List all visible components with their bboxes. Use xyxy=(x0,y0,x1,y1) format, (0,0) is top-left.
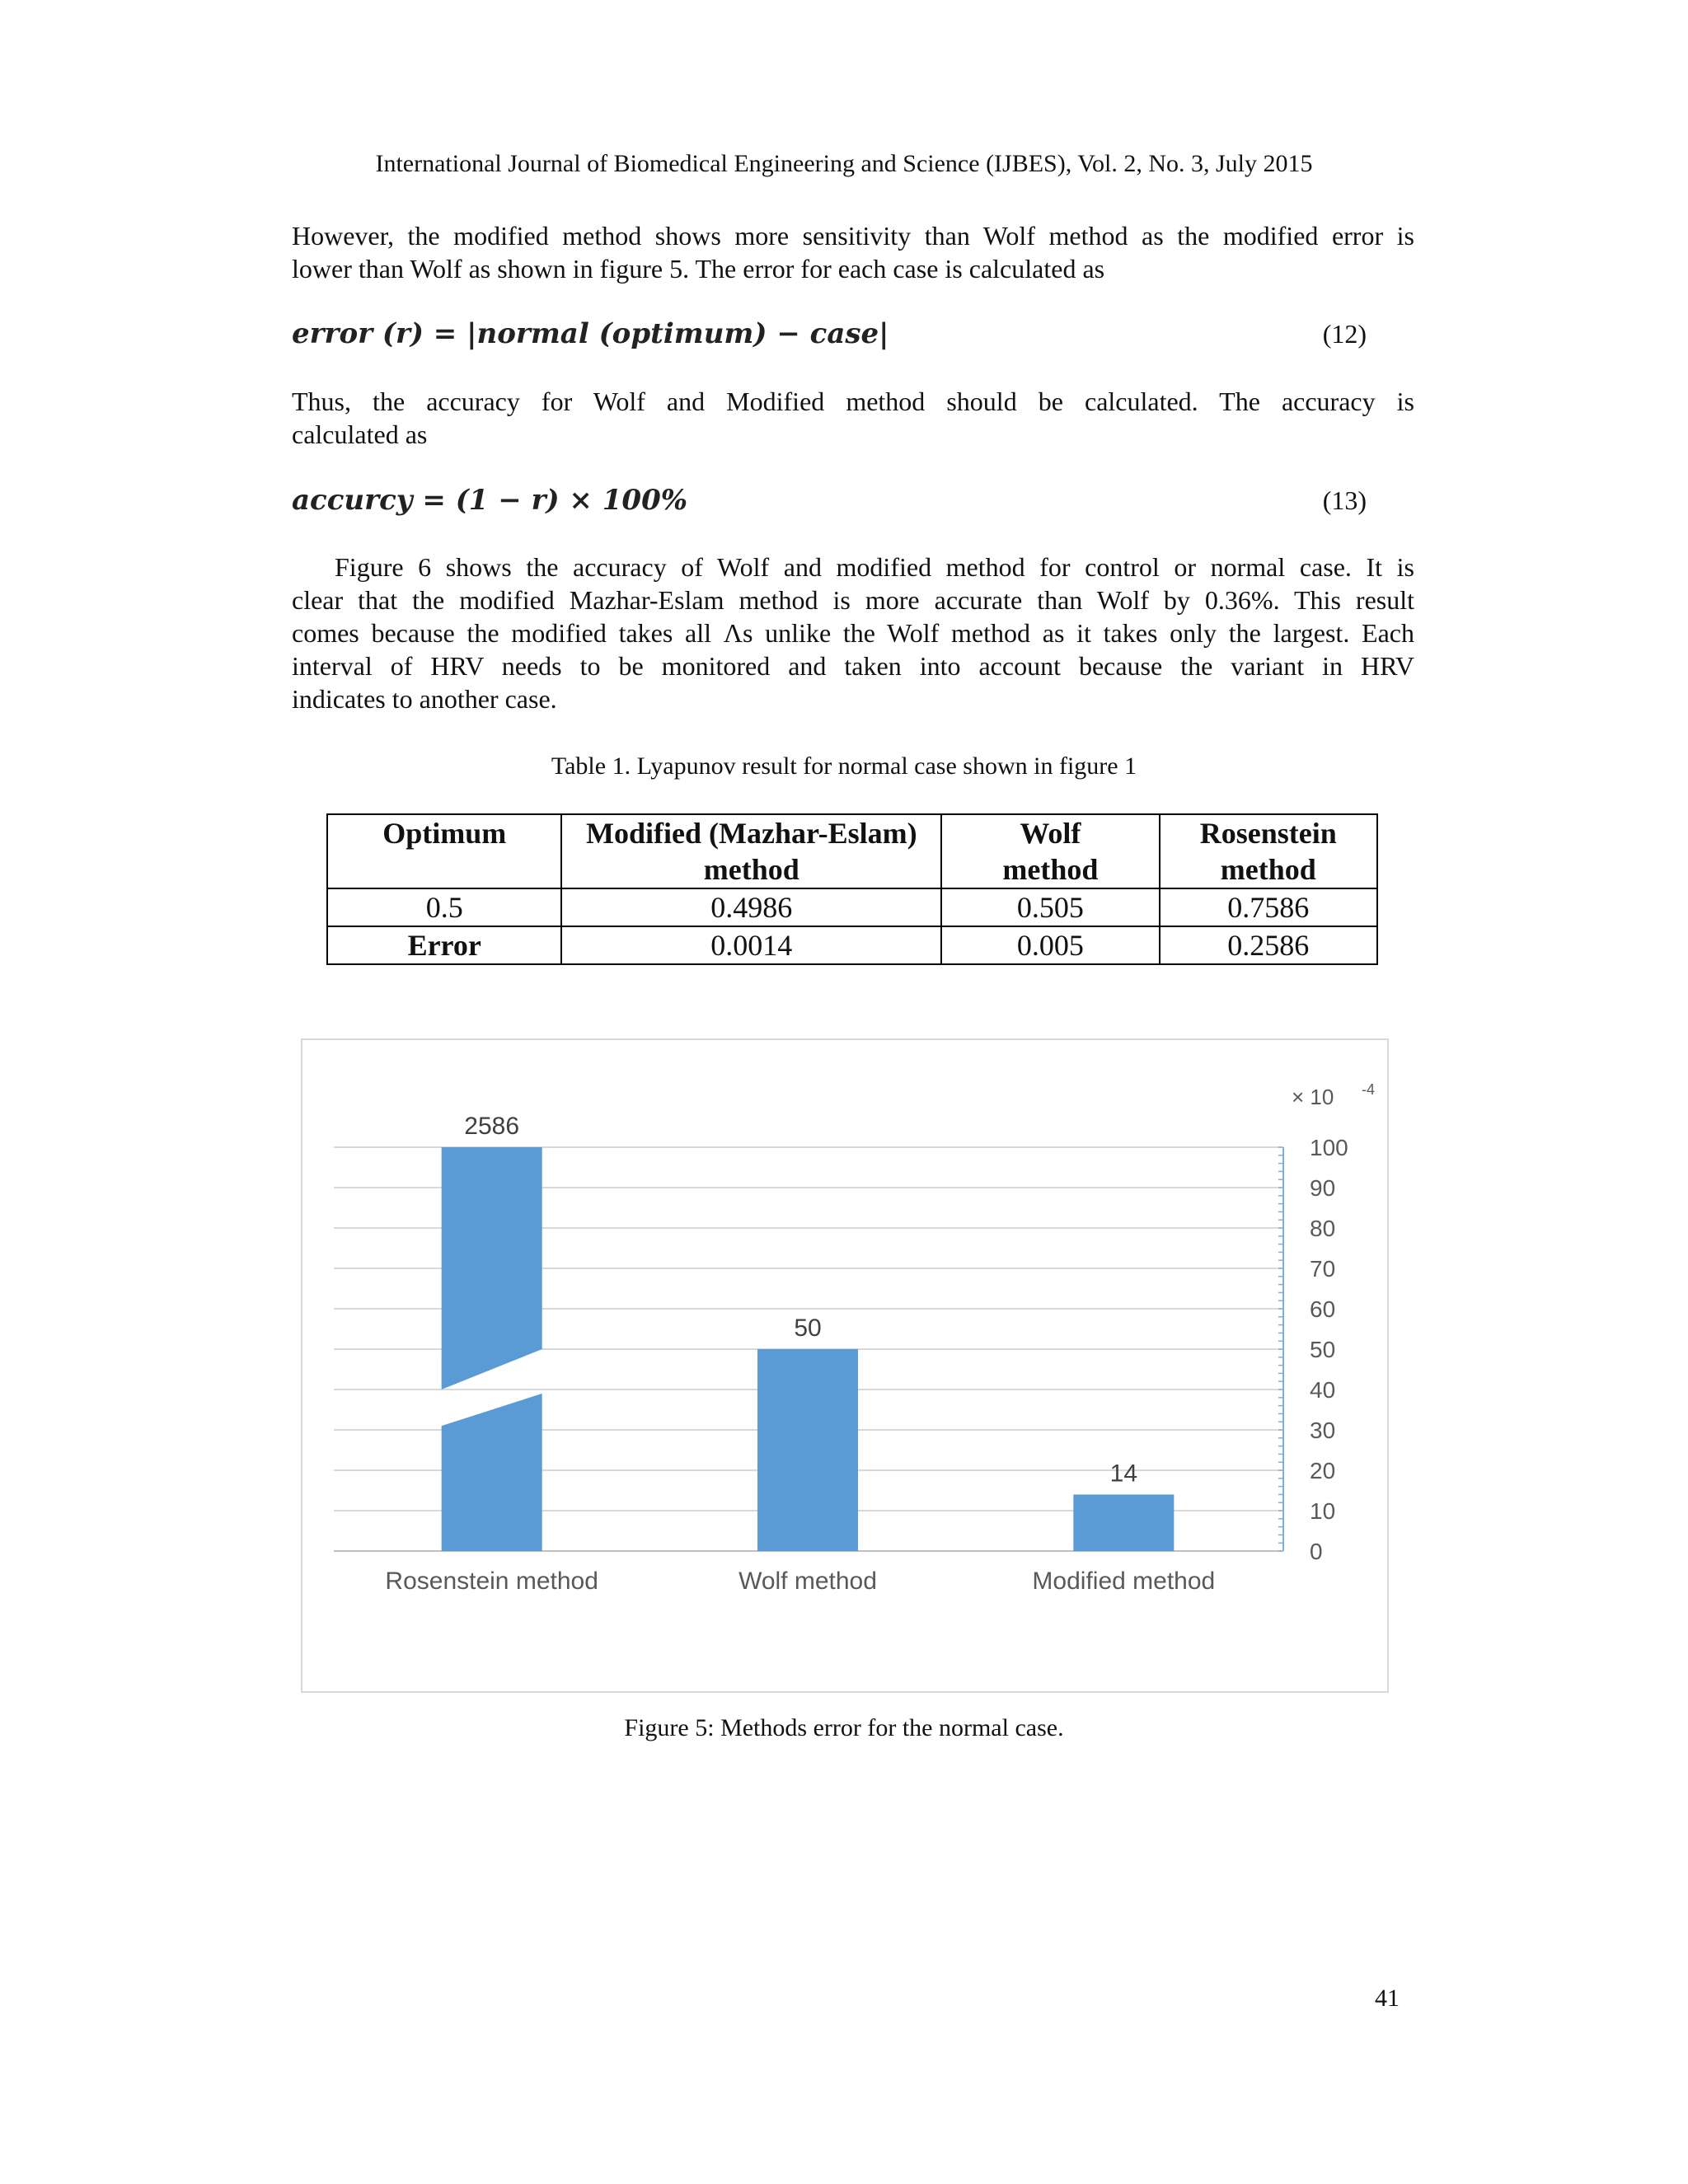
paragraph-line: interval of HRV needs to be monitored and taken into account because the variant in HRV xyxy=(292,651,1414,681)
header-line: method xyxy=(1002,853,1099,886)
bar-data-label: 50 xyxy=(794,1315,822,1342)
y-tick-label: 0 xyxy=(1310,1539,1323,1564)
y-tick-label: 30 xyxy=(1310,1418,1336,1443)
table-cell: 0.0014 xyxy=(561,926,941,964)
journal-header: International Journal of Biomedical Engineering and Science (IJBES), Vol. 2, No. 3, July 2015 xyxy=(375,150,1313,177)
x-category-label: Rosenstein method xyxy=(385,1568,598,1595)
table-header-cell xyxy=(561,814,941,888)
table-cell: 0.005 xyxy=(941,926,1159,964)
page-number: 41 xyxy=(1375,1985,1400,2012)
bar-chart-svg xyxy=(302,1040,1387,1691)
paragraph-line: Thus, the accuracy for Wolf and Modified method should be calculated. The accuracy is xyxy=(292,387,1414,416)
bar-data-label: 2586 xyxy=(464,1113,520,1140)
table-row xyxy=(327,926,1377,964)
equation-13: accurcy = (1 − r) × 100% xyxy=(292,484,688,517)
header-line: Wolf xyxy=(1020,817,1081,850)
equation-13-number: (13) xyxy=(1322,485,1367,515)
header-line: Modified (Mazhar-Eslam) xyxy=(586,817,917,850)
paragraph-accuracy xyxy=(292,385,1414,451)
y-tick-label: 80 xyxy=(1310,1216,1336,1241)
lyapunov-table xyxy=(326,813,1378,965)
paragraph-line: However, the modified method shows more sensitivity than Wolf method as the modified error is xyxy=(292,221,1414,251)
paragraph-line: comes because the modified takes all Λs unlike the Wolf method as it takes only the largest. Each xyxy=(292,618,1414,648)
paragraph-line: calculated as xyxy=(292,419,428,449)
equation-12: error (r) = |normal (optimum) − case| xyxy=(292,317,889,350)
header-line: method xyxy=(1220,853,1316,886)
y-tick-label: 10 xyxy=(1310,1498,1336,1524)
y-tick-label: 40 xyxy=(1310,1377,1336,1403)
bar xyxy=(1073,1494,1174,1551)
header-line: Rosenstein xyxy=(1199,817,1337,850)
axis-multiplier-exponent: -4 xyxy=(1362,1081,1376,1098)
header-line: method xyxy=(703,853,799,886)
bar-data-label: 14 xyxy=(1109,1460,1138,1488)
table-caption: Table 1. Lyapunov result for normal case shown in figure 1 xyxy=(551,752,1137,780)
paragraph-intro xyxy=(292,219,1414,285)
table-cell: Error xyxy=(327,926,561,964)
paragraph-figure6 xyxy=(292,551,1414,715)
y-tick-label: 100 xyxy=(1310,1135,1348,1160)
equation-12-number: (12) xyxy=(1322,319,1367,349)
y-tick-label: 70 xyxy=(1310,1256,1336,1282)
y-tick-label: 50 xyxy=(1310,1337,1336,1362)
table-cell: 0.505 xyxy=(941,888,1159,926)
table-header-row xyxy=(327,814,1377,888)
table-cell: 0.4986 xyxy=(561,888,941,926)
axis-multiplier-label: × 10 xyxy=(1292,1085,1334,1109)
y-tick-label: 20 xyxy=(1310,1458,1336,1483)
paragraph-line: lower than Wolf as shown in figure 5. The error for each case is calculated as xyxy=(292,254,1105,284)
bar-lower-segment xyxy=(442,1394,542,1551)
bar xyxy=(757,1349,858,1551)
table-cell: 0.2586 xyxy=(1160,926,1377,964)
table-cell: 0.5 xyxy=(327,888,561,926)
y-tick-label: 60 xyxy=(1310,1296,1336,1322)
paragraph-line: Figure 6 shows the accuracy of Wolf and modified method for control or normal case. It is xyxy=(335,552,1414,582)
table-row xyxy=(327,888,1377,926)
table-header-cell: Optimum xyxy=(327,814,561,888)
bar-upper-segment xyxy=(442,1147,542,1390)
paragraph-line: indicates to another case. xyxy=(292,684,557,714)
x-category-label: Modified method xyxy=(1032,1568,1216,1595)
figure-caption: Figure 5: Methods error for the normal case. xyxy=(624,1714,1064,1741)
y-tick-label: 90 xyxy=(1310,1175,1336,1201)
table-cell: 0.7586 xyxy=(1160,888,1377,926)
table-header-cell xyxy=(1160,814,1377,888)
x-category-label: Wolf method xyxy=(738,1568,877,1595)
paragraph-line: clear that the modified Mazhar-Eslam method is more accurate than Wolf by 0.36%. This result xyxy=(292,585,1414,615)
figure-5-chart xyxy=(301,1038,1389,1693)
table-header-cell xyxy=(941,814,1159,888)
